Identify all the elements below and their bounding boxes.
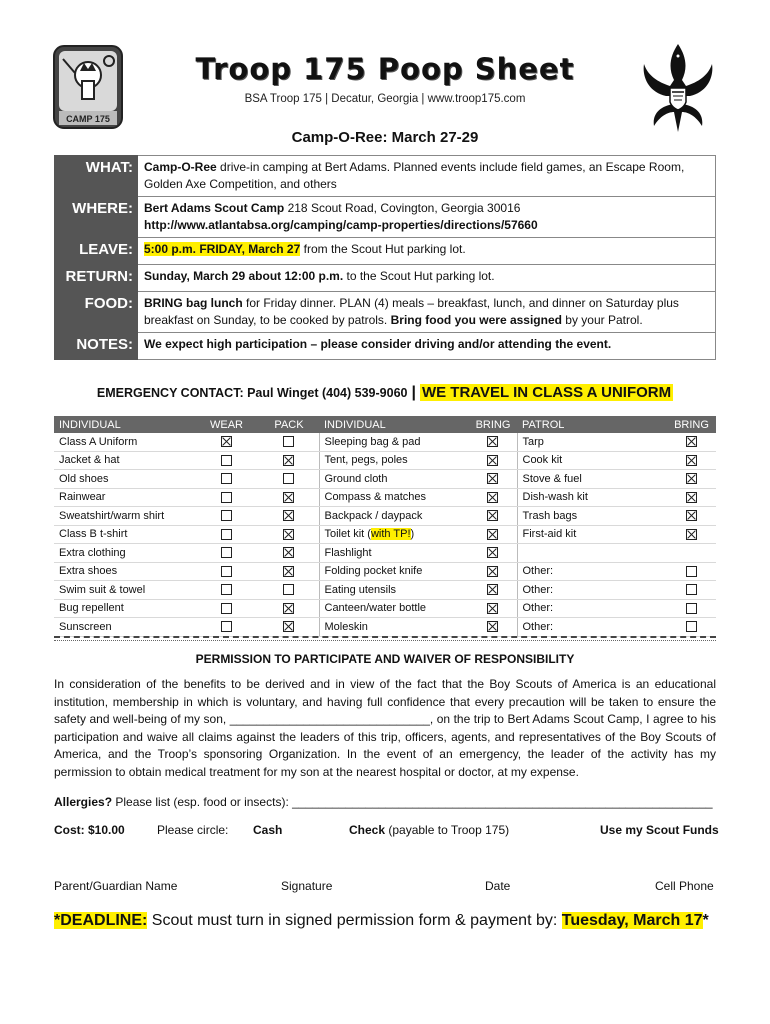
col-patrol: PATROL: [517, 416, 667, 433]
empty-box-icon[interactable]: [283, 473, 294, 484]
col-wear: WEAR: [194, 416, 259, 433]
pay-cash-option[interactable]: Cash: [253, 823, 283, 837]
pack-checkbox-cell: [259, 433, 319, 451]
bring-checkbox-cell: [469, 581, 517, 600]
patrol-bring-checkbox-cell: [667, 581, 716, 600]
return-label: RETURN:: [55, 265, 138, 292]
individual-item: Extra shoes: [54, 562, 194, 581]
patrol-bring-checkbox-cell: [667, 525, 716, 544]
allergies-line[interactable]: Allergies? Please list (esp. food or insects): _______________________________________________________________: [54, 795, 713, 809]
checked-box-icon[interactable]: [686, 529, 697, 540]
packing-row: [54, 451, 716, 470]
patrol-bring-checkbox-cell: [667, 599, 716, 618]
event-title: Camp-O-Ree: March 27-29: [291, 129, 479, 146]
patrol-bring-checkbox-cell: [667, 562, 716, 581]
empty-box-icon[interactable]: [221, 455, 232, 466]
patrol-item: Trash bags: [517, 507, 667, 526]
individual-bring-item: Canteen/water bottle: [319, 599, 469, 618]
bring-checkbox-cell: [469, 562, 517, 581]
return-value: Sunday, March 29 about 12:00 p.m. to the Scout Hut parking lot.: [138, 265, 716, 292]
where-value: Bert Adams Scout Camp 218 Scout Road, Covington, Georgia 30016 http://www.atlantabsa.org/camping/camp-properties/directions/57660: [138, 197, 716, 238]
event-info-table: [54, 155, 716, 360]
emergency-contact-line: EMERGENCY CONTACT: Paul Winget (404) 539-9060 | WE TRAVEL IN CLASS A UNIFORM: [96, 384, 672, 401]
pack-checkbox-cell: [259, 544, 319, 563]
checked-box-icon[interactable]: [487, 584, 498, 595]
pack-checkbox-cell: [259, 507, 319, 526]
checked-box-icon[interactable]: [283, 621, 294, 632]
notes-value: We expect high participation – please consider driving and/or attending the event.: [138, 333, 716, 360]
wear-checkbox-cell: [194, 488, 259, 507]
individual-item: Class B t-shirt: [54, 525, 194, 544]
checked-box-icon[interactable]: [487, 547, 498, 558]
patrol-item: Other:: [517, 599, 667, 618]
empty-box-icon[interactable]: [283, 436, 294, 447]
individual-item: Sunscreen: [54, 618, 194, 637]
individual-bring-item: Tent, pegs, poles: [319, 451, 469, 470]
col-pack: PACK: [259, 416, 319, 433]
individual-bring-item: Backpack / daypack: [319, 507, 469, 526]
checked-box-icon[interactable]: [686, 492, 697, 503]
wear-checkbox-cell: [194, 599, 259, 618]
deadline-notice: *DEADLINE: Scout must turn in signed permission form & payment by: Tuesday, March 17*: [54, 912, 709, 929]
wear-checkbox-cell: [194, 562, 259, 581]
checked-box-icon[interactable]: [283, 603, 294, 614]
checked-box-icon[interactable]: [686, 473, 697, 484]
what-value: Camp-O-Ree drive-in camping at Bert Adams. Planned events include field games, an Escape Room, Golden Axe Competition, and others: [138, 156, 716, 197]
checked-box-icon[interactable]: [686, 436, 697, 447]
empty-box-icon[interactable]: [221, 547, 232, 558]
individual-item: Rainwear: [54, 488, 194, 507]
patrol-bring-checkbox-cell: [667, 433, 716, 451]
patrol-item: Other:: [517, 581, 667, 600]
checked-box-icon[interactable]: [487, 455, 498, 466]
individual-bring-item: Folding pocket knife: [319, 562, 469, 581]
empty-box-icon[interactable]: [221, 529, 232, 540]
notes-label: NOTES:: [55, 333, 138, 360]
directions-link[interactable]: http://www.atlantabsa.org/camping/camp-properties/directions/57660: [144, 218, 538, 232]
empty-box-icon[interactable]: [686, 566, 697, 577]
emergency-contact: EMERGENCY CONTACT: Paul Winget (404) 539-9060: [96, 386, 408, 400]
where-label: WHERE:: [55, 197, 138, 238]
cost-label: Cost: $10.00: [54, 823, 125, 837]
cut-line: [54, 636, 716, 638]
checked-box-icon[interactable]: [487, 510, 498, 521]
wear-checkbox-cell: [194, 451, 259, 470]
waiver-paragraph: In consideration of the benefits to be derived and in view of the fact that the Boy Scouts of America is an educational institution, membership in which is voluntary, and having full confidence that every precaution will be taken to ensure the safety and well-being of my son, ______________________________, on the trip to Bert Adams Scout Camp, I agree to his participation and waive all claims against the leaders of this trip, officers, agents, and representatives of the Boy Scouts of America, and the Troop’s sponsoring Organization. In the event of an emergency, the leader of the activity has my permission to obtain medical treatment for my son at the nearest hospital or doctor, at my expense.: [54, 677, 716, 779]
pack-checkbox-cell: [259, 618, 319, 637]
checked-box-icon[interactable]: [487, 566, 498, 577]
individual-bring-item: Moleskin: [319, 618, 469, 637]
checked-box-icon[interactable]: [686, 510, 697, 521]
bring-checkbox-cell: [469, 618, 517, 637]
bring-checkbox-cell: [469, 470, 517, 489]
cell-phone-field[interactable]: Cell Phone: [655, 879, 714, 893]
individual-bring-item: Flashlight: [319, 544, 469, 563]
bring-checkbox-cell: [469, 525, 517, 544]
individual-item: Swim suit & towel: [54, 581, 194, 600]
individual-item: Extra clothing: [54, 544, 194, 563]
patrol-item: [517, 544, 667, 563]
individual-bring-item: Ground cloth: [319, 470, 469, 489]
pack-checkbox-cell: [259, 599, 319, 618]
leave-value: 5:00 p.m. FRIDAY, March 27 from the Scout Hut parking lot.: [138, 238, 716, 265]
date-field[interactable]: Date: [485, 879, 511, 893]
individual-bring-item: Toilet kit (with TP!): [319, 525, 469, 544]
bring-checkbox-cell: [469, 451, 517, 470]
empty-box-icon[interactable]: [221, 492, 232, 503]
col-individual: INDIVIDUAL: [54, 416, 194, 433]
packing-list-table: [54, 416, 716, 637]
patrol-bring-checkbox-cell: [667, 544, 716, 563]
col-bring-2: BRING: [667, 416, 716, 433]
wear-checkbox-cell: [194, 507, 259, 526]
pack-checkbox-cell: [259, 525, 319, 544]
patrol-item: Stove & fuel: [517, 470, 667, 489]
parent-name-field[interactable]: Parent/Guardian Name: [54, 879, 178, 893]
checked-box-icon[interactable]: [487, 473, 498, 484]
patrol-item: First-aid kit: [517, 525, 667, 544]
checked-box-icon[interactable]: [487, 621, 498, 632]
what-label: WHAT:: [55, 156, 138, 197]
packing-row: [54, 599, 716, 618]
packing-row: [54, 470, 716, 489]
pay-scout-funds-option[interactable]: Use my Scout Funds: [600, 823, 719, 837]
checked-box-icon[interactable]: [283, 492, 294, 503]
checked-box-icon[interactable]: [283, 455, 294, 466]
checked-box-icon[interactable]: [283, 529, 294, 540]
patrol-item: Other:: [517, 562, 667, 581]
packing-row: [54, 562, 716, 581]
checked-box-icon[interactable]: [487, 529, 498, 540]
pack-checkbox-cell: [259, 581, 319, 600]
checked-box-icon[interactable]: [487, 492, 498, 503]
patrol-bring-checkbox-cell: [667, 488, 716, 507]
patrol-item: Cook kit: [517, 451, 667, 470]
food-value: BRING bag lunch for Friday dinner. PLAN (4) meals – breakfast, lunch, and dinner on Saturday plus breakfast on Sunday, to be cooked by patrols. Bring food you were assigned by your Patrol.: [138, 292, 716, 333]
packing-row: [54, 618, 716, 637]
individual-bring-item: Sleeping bag & pad: [319, 433, 469, 451]
checked-box-icon[interactable]: [487, 603, 498, 614]
patrol-bring-checkbox-cell: [667, 618, 716, 637]
checked-box-icon[interactable]: [487, 436, 498, 447]
packing-row: [54, 525, 716, 544]
bring-checkbox-cell: [469, 488, 517, 507]
patrol-bring-checkbox-cell: [667, 451, 716, 470]
col-individual-2: INDIVIDUAL: [319, 416, 469, 433]
empty-box-icon[interactable]: [221, 621, 232, 632]
packing-row: [54, 433, 716, 451]
leave-label: LEAVE:: [55, 238, 138, 265]
food-label: FOOD:: [55, 292, 138, 333]
packing-row: [54, 507, 716, 526]
checked-box-icon[interactable]: [686, 455, 697, 466]
packing-row: [54, 581, 716, 600]
empty-box-icon[interactable]: [686, 621, 697, 632]
patrol-bring-checkbox-cell: [667, 507, 716, 526]
individual-bring-item: Eating utensils: [319, 581, 469, 600]
individual-item: Sweatshirt/warm shirt: [54, 507, 194, 526]
individual-item: Jacket & hat: [54, 451, 194, 470]
bring-checkbox-cell: [469, 507, 517, 526]
bring-checkbox-cell: [469, 433, 517, 451]
wear-checkbox-cell: [194, 470, 259, 489]
checked-box-icon[interactable]: [283, 510, 294, 521]
page-title: Troop 175 Poop Sheet: [195, 52, 575, 86]
empty-box-icon[interactable]: [686, 584, 697, 595]
patrol-item: Other:: [517, 618, 667, 637]
pack-checkbox-cell: [259, 451, 319, 470]
pay-check-option[interactable]: Check (payable to Troop 175): [349, 823, 510, 837]
wear-checkbox-cell: [194, 618, 259, 637]
svg-text:CAMP 175: CAMP 175: [66, 114, 110, 124]
patrol-item: Tarp: [517, 433, 667, 451]
checked-box-icon[interactable]: [283, 547, 294, 558]
wear-checkbox-cell: [194, 433, 259, 451]
page-subtitle: BSA Troop 175 | Decatur, Georgia | www.troop175.com: [244, 93, 526, 105]
wear-checkbox-cell: [194, 581, 259, 600]
pack-checkbox-cell: [259, 562, 319, 581]
packing-row: [54, 544, 716, 563]
individual-item: Old shoes: [54, 470, 194, 489]
empty-box-icon[interactable]: [221, 603, 232, 614]
individual-item: Class A Uniform: [54, 433, 194, 451]
bring-checkbox-cell: [469, 544, 517, 563]
wear-checkbox-cell: [194, 525, 259, 544]
uniform-notice: WE TRAVEL IN CLASS A UNIFORM: [421, 384, 672, 401]
empty-box-icon[interactable]: [221, 510, 232, 521]
wear-checkbox-cell: [194, 544, 259, 563]
checked-box-icon[interactable]: [283, 566, 294, 577]
pack-checkbox-cell: [259, 488, 319, 507]
individual-bring-item: Compass & matches: [319, 488, 469, 507]
empty-box-icon[interactable]: [221, 584, 232, 595]
bring-checkbox-cell: [469, 599, 517, 618]
empty-box-icon[interactable]: [221, 473, 232, 484]
permission-title: PERMISSION TO PARTICIPATE AND WAIVER OF RESPONSIBILITY: [195, 652, 575, 666]
please-circle-label: Please circle:: [157, 823, 229, 837]
checked-box-icon[interactable]: [221, 436, 232, 447]
empty-box-icon[interactable]: [221, 566, 232, 577]
cut-line-dotted: [54, 640, 716, 641]
packing-row: [54, 488, 716, 507]
patrol-item: Dish-wash kit: [517, 488, 667, 507]
empty-box-icon[interactable]: [283, 584, 294, 595]
empty-box-icon[interactable]: [686, 603, 697, 614]
highlight-note: with TP!: [370, 528, 411, 541]
col-bring: BRING: [469, 416, 517, 433]
patrol-bring-checkbox-cell: [667, 470, 716, 489]
individual-item: Bug repellent: [54, 599, 194, 618]
signature-field[interactable]: Signature: [281, 879, 333, 893]
pack-checkbox-cell: [259, 470, 319, 489]
